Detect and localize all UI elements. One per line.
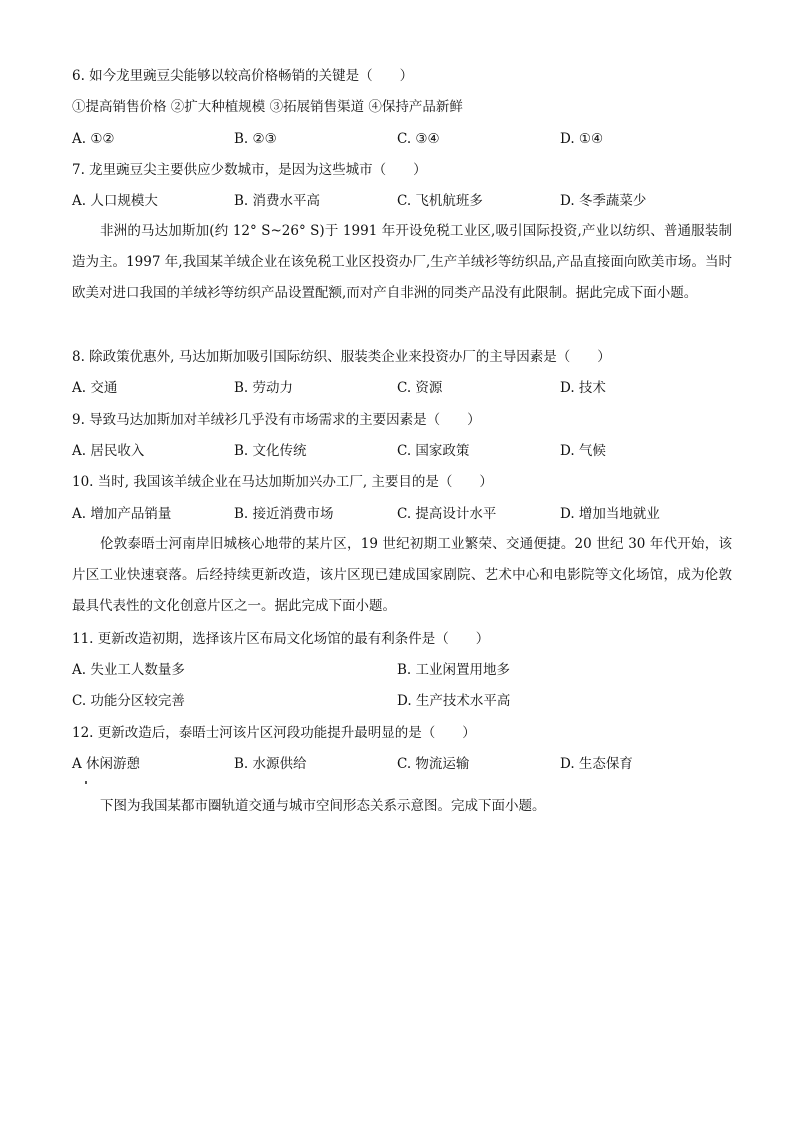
q8-option-c: C. 资源	[397, 380, 443, 396]
next-section-intro: 下图为我国某都市圈轨道交通与城市空间形态关系示意图。完成下面小题。	[100, 798, 546, 814]
q10-option-b: B. 接近消费市场	[234, 506, 334, 522]
q12-option-b: B. 水源供给	[234, 756, 307, 772]
passage-thames: 伦敦泰晤士河南岸旧城核心地带的某片区，19 世纪初期工业繁荣、交通便捷。20 世纪 30 年代开始，该片区工业快速衰落。后经持续更新改造，该片区现已建成国家剧院、艺术中心和电影院等文化场馆，成为伦敦最具代表性的文化创意片区之一。据此完成下面小题。	[72, 536, 732, 614]
q12-option-a: A 休闲游憩	[72, 756, 141, 772]
q7-stem: 7. 龙里豌豆尖主要供应少数城市，是因为这些城市（ ）	[72, 162, 427, 178]
q6-option-b: B. ②③	[234, 131, 277, 147]
q6-items: ①提高销售价格 ②扩大种植规模 ③拓展销售渠道 ④保持产品新鲜	[72, 99, 463, 115]
q11-stem: 11. 更新改造初期，选择该片区布局文化场馆的最有利条件是（ ）	[72, 631, 490, 647]
q12-stem: 12. 更新改造后，泰晤士河该片区河段功能提升最明显的是（ ）	[72, 725, 476, 741]
q10-stem: 10. 当时, 我国该羊绒企业在马达加斯加兴办工厂, 主要目的是（ ）	[72, 474, 493, 490]
q8-option-d: D. 技术	[560, 380, 606, 396]
q6-stem: 6. 如今龙里豌豆尖能够以较高价格畅销的关键是（ ）	[72, 68, 414, 84]
q9-option-c: C. 国家政策	[397, 443, 470, 459]
q8-stem: 8. 除政策优惠外, 马达加斯加吸引国际纺织、服装类企业来投资办厂的主导因素是（ ）	[72, 349, 611, 365]
q12-option-d: D. 生态保育	[560, 756, 633, 772]
passage-madagascar: 非洲的马达加斯加(约 12° S~26° S)于 1991 年开设免税工业区,吸引国际投资,产业以纺织、普通服装制造为主。1997 年,我国某羊绒企业在该免税工业区投资办厂,生产羊绒衫等纺织品,产品直接面向欧美市场。当时欧美对进口我国的羊绒衫等纺织产品设置配额,而对产自非洲的同类产品没有此限制。据此完成下面小题。	[72, 223, 732, 301]
q8-option-a: A. 交通	[72, 380, 118, 396]
q9-option-d: D. 气候	[560, 443, 606, 459]
q11-option-a: A. 失业工人数量多	[72, 662, 185, 678]
q11-option-b: B. 工业闲置用地多	[397, 662, 511, 678]
q7-option-a: A. 人口规模大	[72, 193, 158, 209]
q10-option-a: A. 增加产品销量	[72, 506, 172, 522]
q7-option-b: B. 消费水平高	[234, 193, 321, 209]
q8-option-b: B. 劳动力	[234, 380, 294, 396]
q7-option-d: D. 冬季蔬菜少	[560, 193, 647, 209]
q6-option-c: C. ③④	[397, 131, 440, 147]
scan-mark	[85, 781, 87, 784]
q6-option-a: A. ①②	[72, 131, 115, 147]
q6-option-d: D. ①④	[560, 131, 604, 147]
q9-stem: 9. 导致马达加斯加对羊绒衫几乎没有市场需求的主要因素是（ ）	[72, 412, 481, 428]
q12-option-c: C. 物流运输	[397, 756, 470, 772]
q11-option-d: D. 生产技术水平高	[397, 693, 511, 709]
q11-option-c: C. 功能分区较完善	[72, 693, 185, 709]
q9-option-b: B. 文化传统	[234, 443, 307, 459]
q7-option-c: C. 飞机航班多	[397, 193, 483, 209]
q10-option-c: C. 提高设计水平	[397, 506, 497, 522]
q9-option-a: A. 居民收入	[72, 443, 145, 459]
q10-option-d: D. 增加当地就业	[560, 506, 660, 522]
